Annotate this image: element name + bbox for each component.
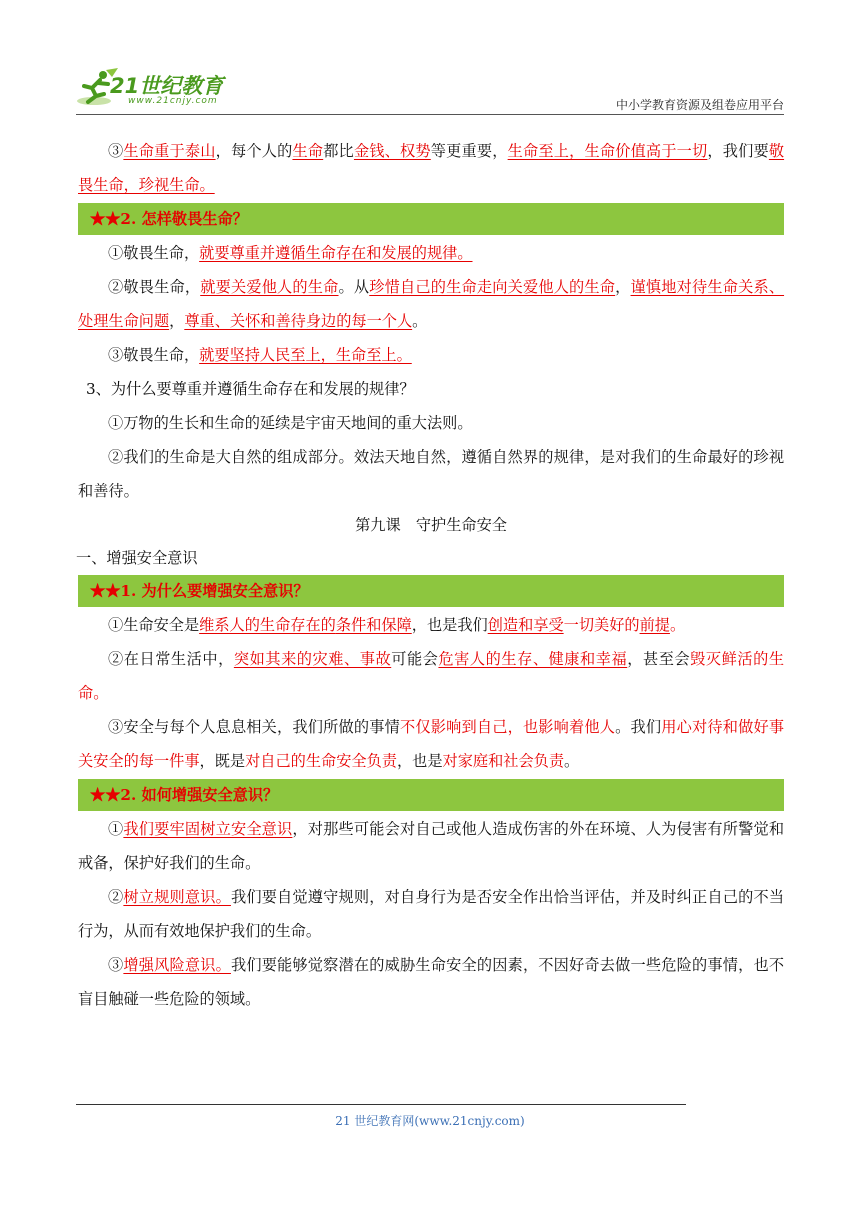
paragraph-1 [78,134,784,202]
highlight: 金钱、权势 [353,142,431,160]
text: 我们要能够觉察潜在的威胁生命安全的因素，不因好奇去做一些危险的事情，也不盲目触碰一些危险的领域。 [78,956,785,1008]
text: ， [169,312,185,330]
text: ③ [108,956,124,974]
document-body [78,134,784,1016]
text: 我们要自觉遵守规则，对自身行为是否安全作出恰当评估，并及时纠正自己的不当行为，从而有效地保护我们的生命。 [78,888,785,940]
text: ①生命安全是 [108,616,200,634]
page-header [76,66,784,112]
footer-link[interactable]: 21 世纪教育网(www.21cnjy.com) [335,1114,525,1128]
highlight: 就要坚持人民至上，生命至上。 [199,346,412,364]
highlight: 一切美好的 [563,616,640,634]
logo-text: 21世纪教育 [110,74,224,98]
highlight: 树立规则意识。 [123,888,231,906]
logo [76,66,246,112]
text: ， [615,278,631,296]
highlight: 维系人的生命存在的 [199,616,336,634]
highlight: 就要关爱他人的生命 [200,278,339,296]
paragraph-4 [78,338,784,372]
highlight: 不仅影响到自己，也影响着他人 [400,718,616,736]
text: 。 [412,312,428,330]
text: ，既是 [199,752,246,770]
text: ，每个人的 [215,142,293,160]
text: 可能会 [391,650,439,668]
question-bar: ★★2. 怎样敬畏生命？ [78,203,784,235]
text: ，我们要 [707,142,769,160]
text: ①敬畏生命， [108,244,200,262]
paragraph-11 [78,880,784,948]
text: ，也是我们 [411,616,488,634]
platform-name: 中小学教育资源及组卷应用平台 [615,98,784,112]
highlight: 生命 [292,142,324,160]
footer-divider [76,1104,686,1105]
highlight: 突如其来的灾难、事故 [233,650,392,668]
text: ① [108,820,124,838]
highlight: 条件和保障 [335,616,412,634]
text: ③ [108,142,124,160]
highlight: 创造和享受 [487,616,564,634]
paragraph-7 [78,608,784,642]
highlight: 危害人的生存、健康和幸福 [438,650,628,668]
text: ③敬畏生命， [108,346,200,364]
highlight: 用心对待和做好事关安全的每一件事 [78,718,785,770]
question-bar: ★★2. 如何增强安全意识？ [78,779,784,811]
highlight: 生命至上，生命价值高于一切 [507,142,708,160]
highlight: 就要尊重并遵循生命存在和发展的规律。 [199,244,473,262]
highlight: 对自己的生命安全负责 [245,752,397,770]
section-heading: 一、增强安全意识 [76,549,198,567]
paragraph-10 [78,812,784,880]
text: 。我们 [615,718,662,736]
text: ②敬畏生命， [108,278,201,296]
text: ② [108,888,124,906]
highlight: 尊重、关怀和善待身边的每一个人 [184,312,413,330]
text: 等更重要， [430,142,508,160]
paragraph-12 [78,948,784,1016]
paragraph-2 [78,236,784,270]
header-divider [76,114,784,115]
highlight: 谨慎地对待生命关系、处理生命问题 [78,278,785,330]
paragraph-5: ①万物的生长和生命的延续是宇宙天地间的重大法则。 [108,414,473,432]
paragraph-9 [78,710,784,778]
text: 。 [669,616,686,634]
text: ，甚至会 [627,650,691,668]
highlight: 增强风险意识。 [123,956,231,974]
highlight: 敬畏生命，珍视生命。 [78,142,785,194]
logo-url: www.21cnjy.com [128,96,218,106]
text: 都比 [323,142,354,160]
text: ③安全与每个人息息相关，我们所做的事情 [108,718,400,736]
text: ，也是 [396,752,443,770]
paragraph-6: ②我们的生命是大自然的组成部分。效法天地自然，遵循自然界的规律，是对我们的生命最好的珍视和善待。 [78,448,784,500]
question-3: 3、为什么要尊重并遵循生命存在和发展的规律？ [86,380,415,398]
paragraph-3 [78,270,784,338]
highlight: 我们要牢固树立安全意识 [123,820,293,838]
paragraph-8 [78,642,784,710]
highlight: 前提 [639,616,670,634]
highlight: 珍惜自己的生命走向关爱他人的生命 [369,278,616,296]
text: ②在日常生活中， [108,650,234,668]
text: 。 [564,752,580,770]
highlight: 对家庭和社会负责 [442,752,564,770]
lesson-title: 第九课 守护生命安全 [355,516,507,534]
question-bar: ★★1. 为什么要增强安全意识？ [78,575,784,607]
highlight: 毁灭鲜活的生命。 [78,650,785,702]
text: ，对那些可能会对自己或他人造成伤害的外在环境、人为侵害有所警觉和戒备，保护好我们的生命。 [78,820,785,872]
highlight: 生命重于泰山 [123,142,216,160]
text: 。从 [338,278,370,296]
